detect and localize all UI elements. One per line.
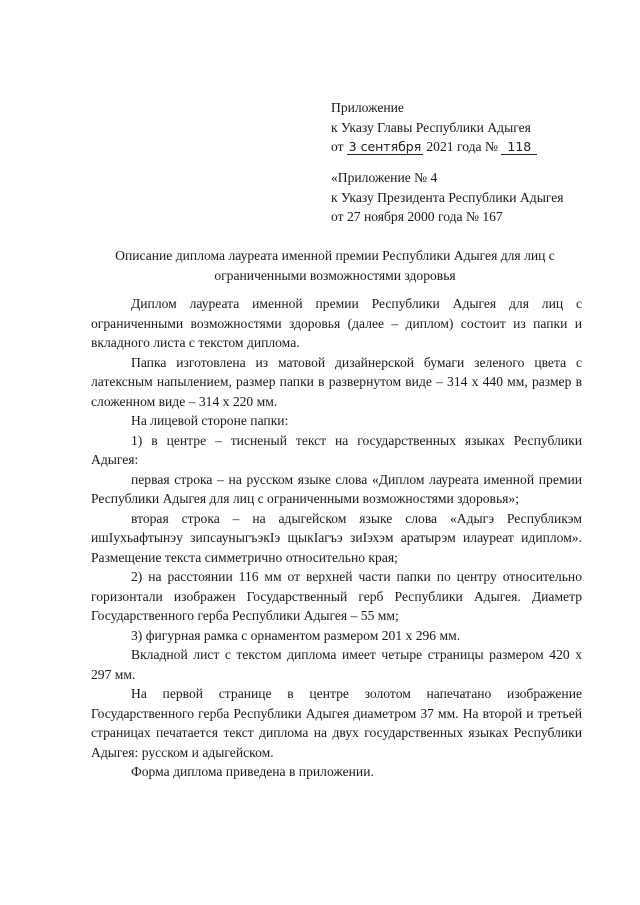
decree-date-line bbox=[331, 137, 537, 157]
appendix-label: Приложение bbox=[331, 100, 404, 115]
decree-reference: к Указу Главы Республики Адыгея bbox=[331, 119, 531, 135]
presidential-decree-reference: к Указу Президента Республики Адыгея bbox=[331, 189, 564, 205]
paragraph-folder-material: Папка изготовлена из матовой дизайнерской бумаги зеленого цвета с латексным напылением, размер папки в развернутом виде – 314 x 440 мм, размер в сложенном виде – 314 x 220 мм. bbox=[91, 354, 582, 409]
paragraph-form-reference: Форма диплома приведена в приложении. bbox=[131, 764, 374, 779]
appendix-header bbox=[331, 98, 537, 157]
date-suffix: 2021 года № bbox=[426, 139, 498, 154]
title-line-2: ограниченными возможностями здоровья bbox=[214, 267, 456, 283]
paragraph-item-2: 2) на расстоянии 116 мм от верхней части папки по центру относительно горизонтали изображен Государственный герб Республики Адыгея. Диаметр Государственного герба Республики Адыгея – 55 мм; bbox=[91, 569, 582, 623]
handwritten-date: 3 сентября bbox=[348, 139, 422, 154]
presidential-decree-date: от 27 ноября 2000 года № 167 bbox=[331, 209, 503, 224]
paragraph-diploma-composition: Диплом лауреата именной премии Республики Адыгея для лиц с ограниченными возможностями здоровья (далее – диплом) состоит из папки и вкладного листа с текстом диплома. bbox=[91, 296, 582, 350]
paragraph-first-page: На первой странице в центре золотом напечатано изображение Государственного герба Республики Адыгея диаметром 37 мм. На второй и третьей страницах печатается текст диплома на двух государственных языках Республики Адыгея: русском и адыгейском. bbox=[91, 686, 582, 760]
document-body bbox=[91, 294, 582, 782]
paragraph-first-line: первая строка – на русском языке слова «Диплом лауреата именной премии Республики Адыгея для лиц с ограниченными возможностями здоровья»; bbox=[91, 471, 582, 506]
appendix-number: «Приложение № 4 bbox=[331, 170, 438, 185]
date-prefix: от bbox=[331, 139, 344, 154]
paragraph-front-side: На лицевой стороне папки: bbox=[131, 413, 289, 428]
paragraph-second-line: вторая строка – на адыгейском языке слова «Адыгэ Республикэм ишIухьафтынэу зипсауныгъэкIэ щыкIагъэ зиIэхэм аратырэм илауреат идиплом». Размещение текста симметрично относительно края; bbox=[91, 510, 582, 565]
original-appendix-reference bbox=[331, 168, 564, 227]
paragraph-item-3: 3) фигурная рамка с орнаментом размером 201 x 296 мм. bbox=[131, 627, 461, 643]
paragraph-insert-sheet: Вкладной лист с текстом диплома имеет четыре страницы размером 420 x 297 мм. bbox=[91, 647, 582, 682]
document-title bbox=[90, 246, 580, 285]
paragraph-item-1: 1) в центре – тисненый текст на государственных языках Республики Адыгея: bbox=[91, 432, 582, 467]
title-line-1: Описание диплома лауреата именной премии Республики Адыгея для лиц с bbox=[115, 248, 555, 263]
handwritten-number: 118 bbox=[501, 140, 537, 155]
